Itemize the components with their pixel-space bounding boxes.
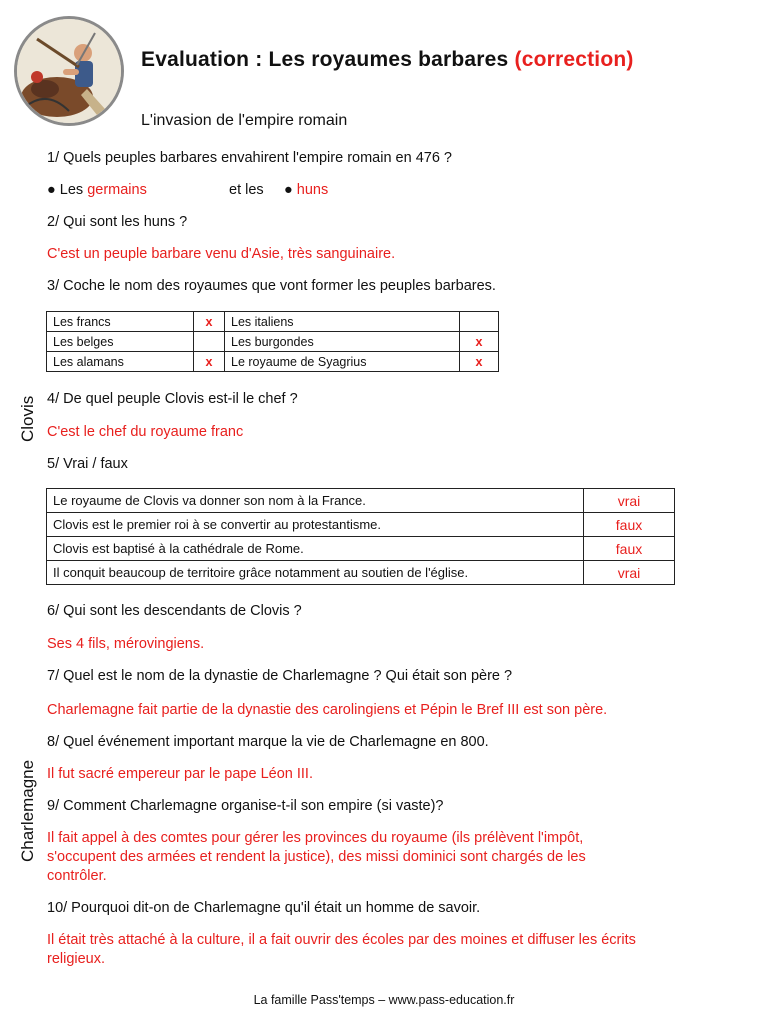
answer-6: Ses 4 fils, mérovingiens.: [47, 636, 205, 652]
question-7: 7/ Quel est le nom de la dynastie de Charlemagne ? Qui était son père ?: [47, 668, 513, 684]
table-row: [47, 537, 675, 561]
check-mark: x: [194, 352, 225, 372]
page-footer: La famille Pass'temps – www.pass-education.fr: [253, 993, 515, 1007]
table-cell: Les italiens: [225, 312, 460, 332]
answer-8: Il fut sacré empereur par le pape Léon III.: [47, 766, 313, 782]
question-5: 5/ Vrai / faux: [47, 456, 128, 472]
table-cell: Les burgondes: [225, 332, 460, 352]
true-false-answer: vrai: [584, 561, 675, 585]
side-label-charlemagne: Charlemagne: [18, 759, 37, 862]
q1-answer-1: germains: [87, 182, 147, 198]
answer-9-line-1: Il fait appel à des comtes pour gérer les provinces du royaume (ils prélèvent l'impôt,: [47, 830, 584, 846]
table-row: [47, 332, 499, 352]
page-title: Evaluation : Les royaumes barbares (correction): [141, 48, 634, 71]
kingdoms-checklist-table: [46, 311, 499, 372]
barbarian-warriors-illustration-icon: [14, 16, 124, 126]
table-row: [47, 561, 675, 585]
q1-bullet-2: ● huns: [284, 182, 329, 198]
check-mark: x: [460, 332, 499, 352]
answer-10-line-2: religieux.: [47, 951, 106, 967]
answer-7: Charlemagne fait partie de la dynastie des carolingiens et Pépin le Bref III est son père.: [47, 702, 608, 718]
question-8: 8/ Quel événement important marque la vie de Charlemagne en 800.: [47, 734, 489, 750]
table-row: [47, 489, 675, 513]
answer-2: C'est un peuple barbare venu d'Asie, très sanguinaire.: [47, 246, 396, 262]
q1-bullet-1: ● Les germains: [47, 182, 147, 198]
answer-9-line-3: contrôler.: [47, 868, 107, 884]
table-cell: Les belges: [47, 332, 194, 352]
true-false-answer: faux: [584, 537, 675, 561]
table-cell: Le royaume de Clovis va donner son nom à la France.: [47, 489, 584, 513]
question-3: 3/ Coche le nom des royaumes que vont former les peuples barbares.: [47, 278, 496, 294]
table-cell: Les alamans: [47, 352, 194, 372]
table-cell: Il conquit beaucoup de territoire grâce notamment au soutien de l'église.: [47, 561, 584, 585]
check-mark: x: [460, 352, 499, 372]
q1-middle-text: et les: [229, 182, 264, 198]
table-row: [47, 352, 499, 372]
table-row: [47, 312, 499, 332]
question-4: 4/ De quel peuple Clovis est-il le chef ?: [47, 391, 298, 407]
section-subtitle: L'invasion de l'empire romain: [141, 112, 348, 129]
q1-answer-2: huns: [296, 182, 329, 198]
true-false-answer: faux: [584, 513, 675, 537]
table-row: [47, 513, 675, 537]
side-label-clovis: Clovis: [18, 395, 37, 442]
check-mark: [194, 332, 225, 352]
table-cell: Le royaume de Syagrius: [225, 352, 460, 372]
question-9: 9/ Comment Charlemagne organise-t-il son empire (si vaste)?: [47, 798, 444, 814]
answer-9-line-2: s'occupent des armées et rendent la justice), des missi dominici sont chargés de les: [47, 849, 586, 865]
question-10: 10/ Pourquoi dit-on de Charlemagne qu'il était un homme de savoir.: [47, 900, 481, 916]
question-1: 1/ Quels peuples barbares envahirent l'empire romain en 476 ?: [47, 150, 452, 166]
answer-4: C'est le chef du royaume franc: [47, 424, 244, 440]
question-6: 6/ Qui sont les descendants de Clovis ?: [47, 603, 302, 619]
true-false-answer: vrai: [584, 489, 675, 513]
table-cell: Les francs: [47, 312, 194, 332]
check-mark: [460, 312, 499, 332]
table-cell: Clovis est le premier roi à se convertir au protestantisme.: [47, 513, 584, 537]
question-2: 2/ Qui sont les huns ?: [47, 214, 188, 230]
check-mark: x: [194, 312, 225, 332]
answer-10-line-1: Il était très attaché à la culture, il a fait ouvrir des écoles par des moines et diffuser les écrits: [47, 932, 636, 948]
table-cell: Clovis est baptisé à la cathédrale de Rome.: [47, 537, 584, 561]
true-false-table: [46, 488, 675, 585]
